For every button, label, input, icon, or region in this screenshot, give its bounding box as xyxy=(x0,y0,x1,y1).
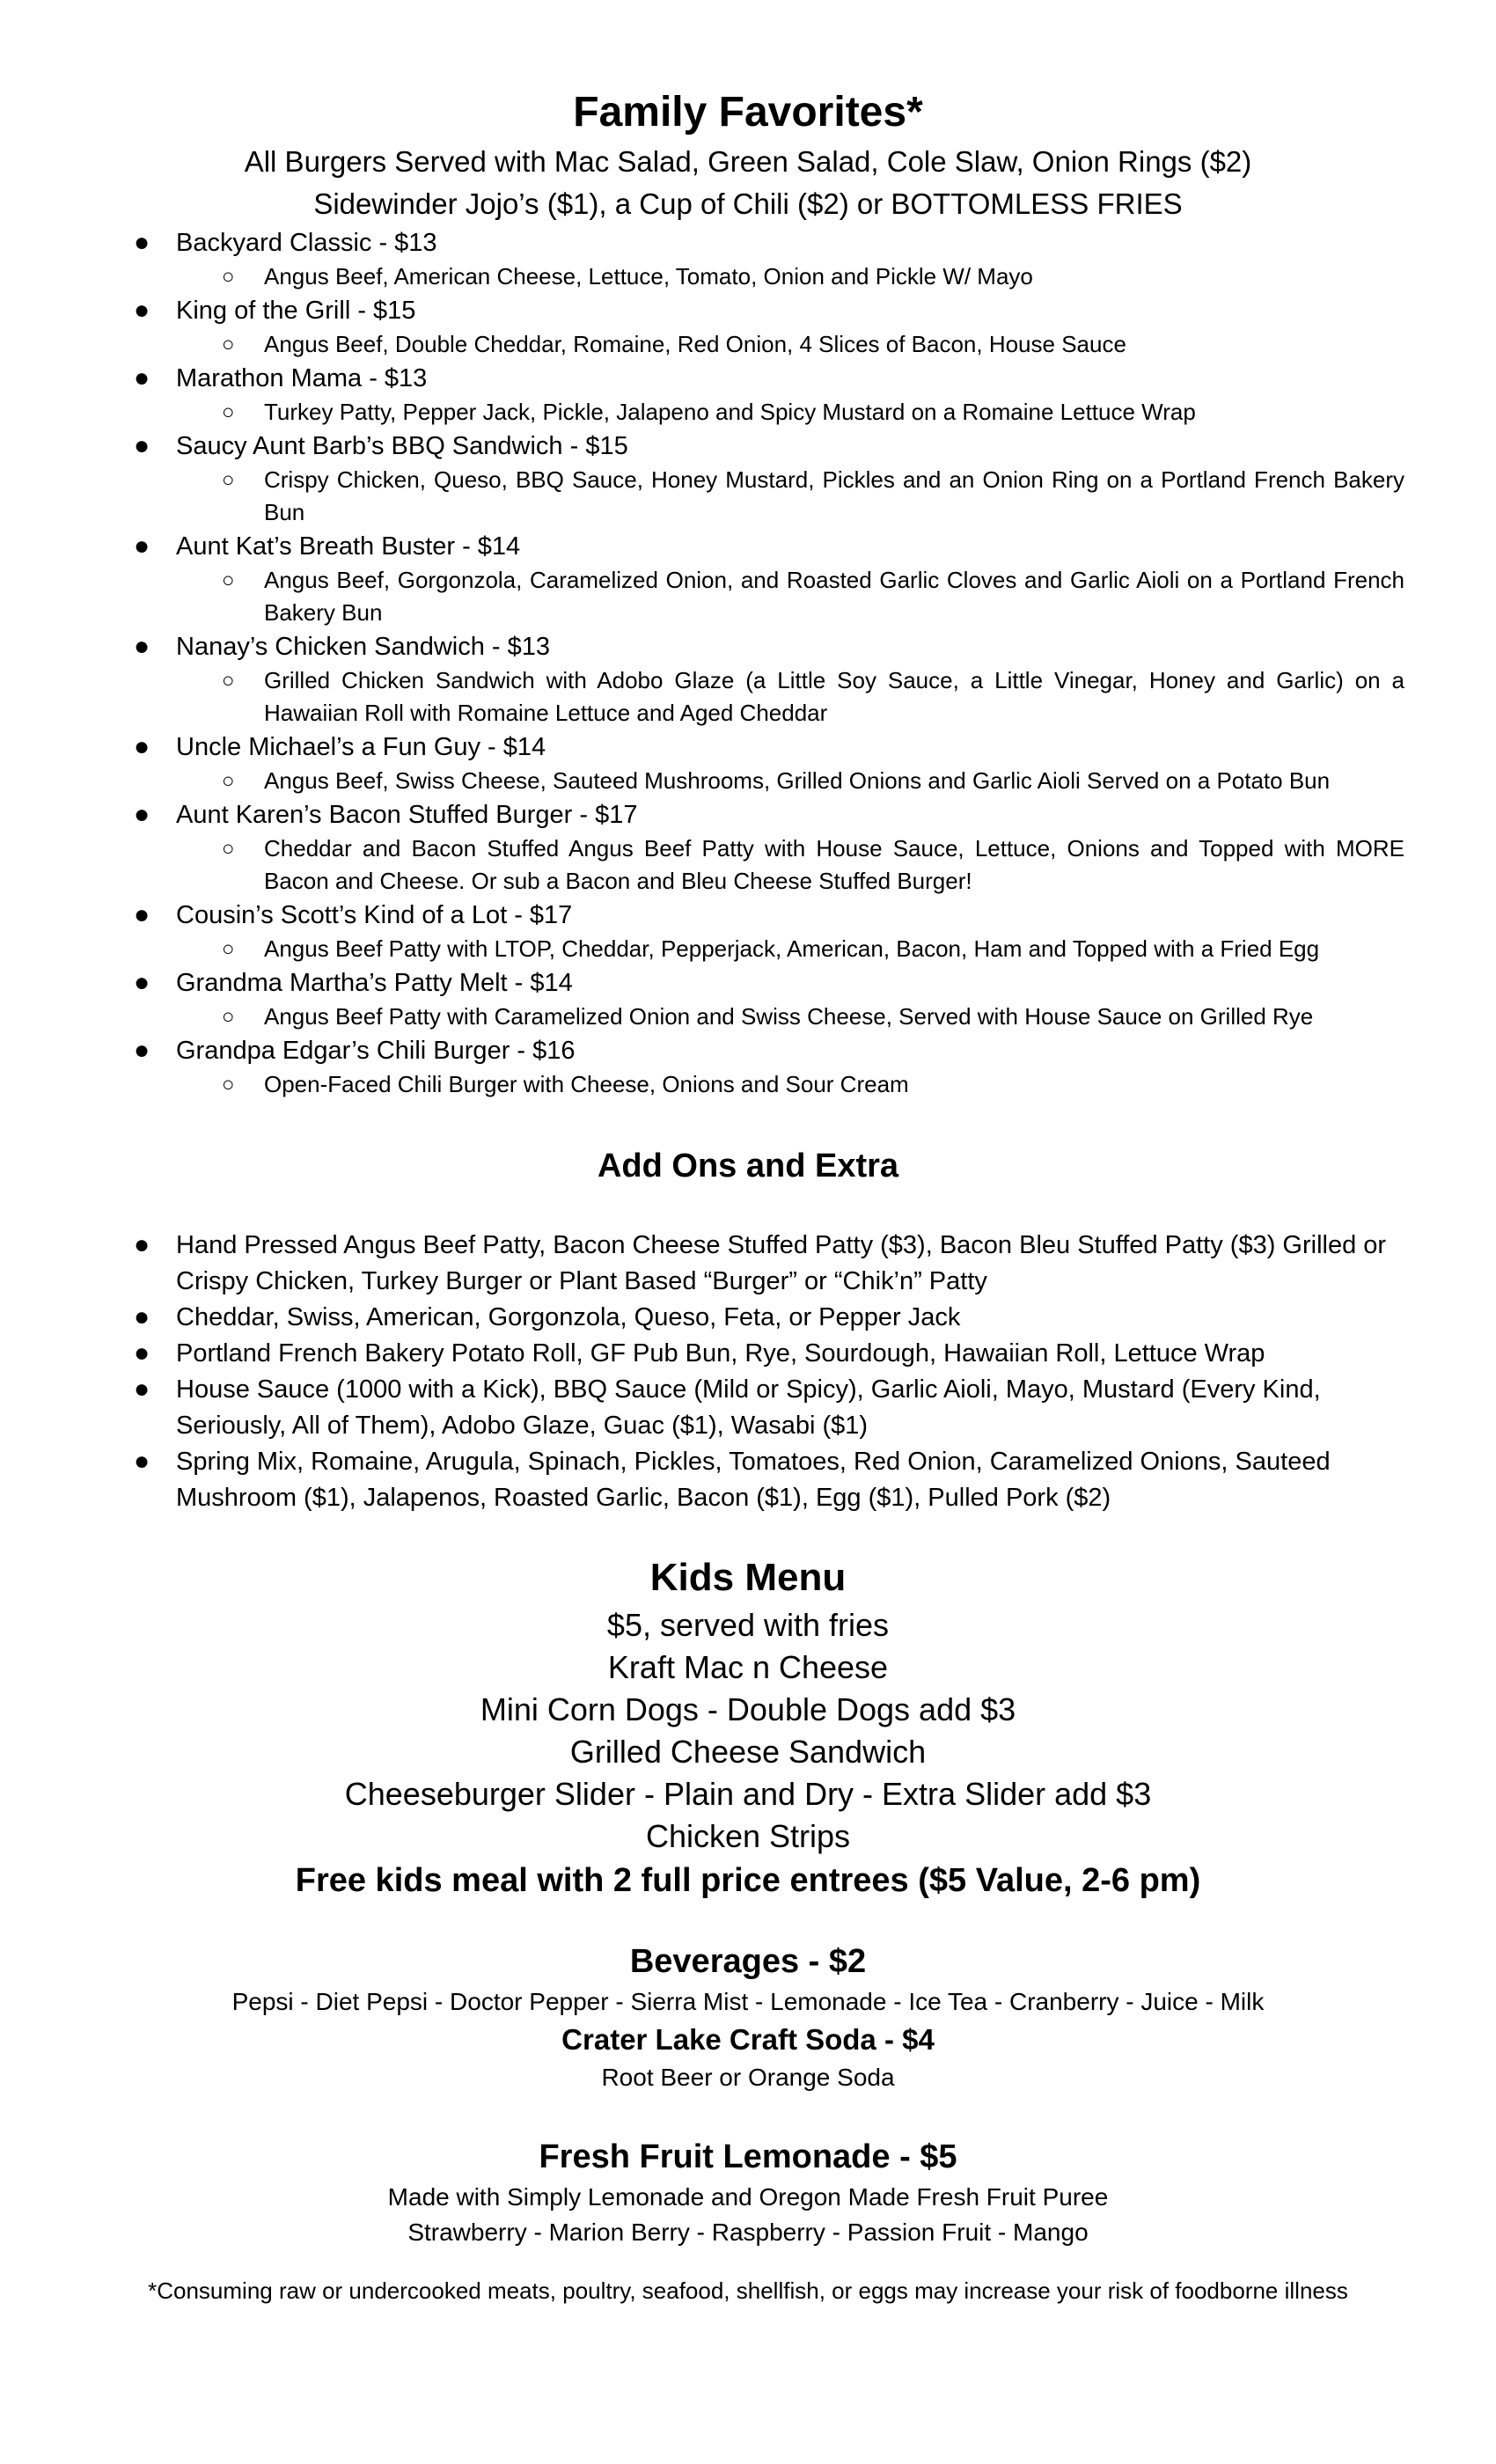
menu-item xyxy=(134,429,1404,529)
item-name: Backyard Classic - $13 xyxy=(176,229,437,257)
bullet-icon: ● xyxy=(134,1338,150,1368)
beverages-section xyxy=(0,1939,1496,2095)
bullet-icon: ● xyxy=(134,363,150,392)
lemonade-section xyxy=(0,2134,1496,2250)
item-description: ○ Angus Beef Patty with LTOP, Cheddar, Pepperjack, American, Bacon, Ham and Topped with a Fried Egg xyxy=(222,933,1404,965)
kids-line: $5, served with fries xyxy=(606,1607,890,1643)
circle-bullet-icon: ○ xyxy=(222,568,235,592)
menu-item xyxy=(134,225,1404,293)
item-name: King of the Grill - $15 xyxy=(176,297,416,325)
health-footnote: *Consuming raw or undercooked meats, poultry, seafood, shellfish, or eggs may increase your risk of foodborne illness xyxy=(148,2277,1348,2304)
bullet-icon: ● xyxy=(134,900,150,929)
beverages-title: Beverages - $2 xyxy=(629,1943,867,1980)
item-description: ○ Open-Faced Chili Burger with Cheese, Onions and Sour Cream xyxy=(222,1068,1404,1101)
bullet-icon: ● xyxy=(134,732,150,761)
item-name: Grandma Martha’s Patty Melt - $14 xyxy=(176,969,573,997)
item-name: Uncle Michael’s a Fun Guy - $14 xyxy=(176,733,546,761)
item-description: ○ Angus Beef, American Cheese, Lettuce, Tomato, Onion and Pickle W/ Mayo xyxy=(222,260,1404,293)
item-description: ○ Angus Beef, Double Cheddar, Romaine, Red Onion, 4 Slices of Bacon, House Sauce xyxy=(222,328,1404,361)
item-description: ○ Turkey Patty, Pepper Jack, Pickle, Jalapeno and Spicy Mustard on a Romaine Lettuce Wrap xyxy=(222,396,1404,429)
menu-item xyxy=(134,797,1404,898)
kids-line: Kraft Mac n Cheese xyxy=(607,1649,889,1685)
menu-item xyxy=(134,730,1404,797)
add-ons-title: Add Ons and Extra xyxy=(597,1148,899,1184)
bullet-icon: ● xyxy=(134,532,150,561)
item-description: ○ Angus Beef, Gorgonzola, Caramelized Onion, and Roasted Garlic Cloves and Garlic Aioli on a Portland French Bakery Bun xyxy=(222,564,1404,629)
circle-bullet-icon: ○ xyxy=(222,265,235,289)
kids-line: Mini Corn Dogs - Double Dogs add $3 xyxy=(480,1691,1016,1727)
bullet-icon: ● xyxy=(134,1230,150,1259)
kids-promo: Free kids meal with 2 full price entrees ($5 Value, 2-6 pm) xyxy=(295,1862,1201,1899)
menu-item xyxy=(134,1033,1404,1101)
family-subtitle-1: All Burgers Served with Mac Salad, Green Salad, Cole Slaw, Onion Rings ($2) xyxy=(244,145,1252,178)
craft-soda-title: Crater Lake Craft Soda - $4 xyxy=(561,2023,935,2056)
item-description: ○ Grilled Chicken Sandwich with Adobo Glaze (a Little Soy Sauce, a Little Vinegar, Honey and Garlic) on a Hawaiian Roll with Romaine Lettuce and Aged Cheddar xyxy=(222,664,1404,730)
circle-bullet-icon: ○ xyxy=(222,669,235,693)
list-item: ● Hand Pressed Angus Beef Patty, Bacon Cheese Stuffed Patty ($3), Bacon Bleu Stuffed Patty ($3) Grilled or Crispy Chicken, Turkey Burger or Plant Based “Burger” or “Chik’n” Patty xyxy=(134,1228,1404,1300)
item-name: Saucy Aunt Barb’s BBQ Sandwich - $15 xyxy=(176,432,628,460)
bullet-icon: ● xyxy=(134,968,150,997)
kids-menu-title: Kids Menu xyxy=(649,1556,847,1599)
kids-line: Cheeseburger Slider - Plain and Dry - Extra Slider add $3 xyxy=(344,1776,1152,1812)
circle-bullet-icon: ○ xyxy=(222,333,235,356)
bullet-icon: ● xyxy=(134,632,150,661)
list-item: ● Cheddar, Swiss, American, Gorgonzola, Queso, Feta, or Pepper Jack xyxy=(134,1300,1404,1336)
bullet-icon: ● xyxy=(134,228,150,257)
item-description: ○ Angus Beef Patty with Caramelized Onion and Swiss Cheese, Served with House Sauce on Grilled Rye xyxy=(222,1001,1404,1033)
add-ons-list xyxy=(0,1228,1496,1516)
bullet-icon: ● xyxy=(134,296,150,325)
family-favorites-section xyxy=(0,84,1496,1101)
item-name: Marathon Mama - $13 xyxy=(176,364,428,392)
menu-item xyxy=(134,629,1404,730)
bullet-icon: ● xyxy=(134,431,150,460)
circle-bullet-icon: ○ xyxy=(222,400,235,424)
menu-item xyxy=(134,898,1404,965)
list-item: ● Portland French Bakery Potato Roll, GF Pub Bun, Rye, Sourdough, Hawaiian Roll, Lettuce Wrap xyxy=(134,1336,1404,1372)
add-ons-section xyxy=(0,1140,1496,1516)
item-description: ○ Angus Beef, Swiss Cheese, Sauteed Mushrooms, Grilled Onions and Garlic Aioli Served on a Potato Bun xyxy=(222,765,1404,797)
kids-line: Grilled Cheese Sandwich xyxy=(569,1734,927,1770)
item-name: Aunt Kat’s Breath Buster - $14 xyxy=(176,532,521,561)
circle-bullet-icon: ○ xyxy=(222,769,235,793)
kids-menu-section xyxy=(0,1551,1496,1903)
bullet-icon: ● xyxy=(134,1447,150,1476)
kids-line: Chicken Strips xyxy=(645,1818,851,1854)
list-item: ● House Sauce (1000 with a Kick), BBQ Sauce (Mild or Spicy), Garlic Aioli, Mayo, Mustard (Every Kind, Seriously, All of Them), Adobo Glaze, Guac ($1), Wasabi ($1) xyxy=(134,1372,1404,1444)
circle-bullet-icon: ○ xyxy=(222,837,235,861)
lemonade-flavors: Strawberry - Marion Berry - Raspberry - Passion Fruit - Mango xyxy=(407,2218,1089,2246)
craft-soda-list: Root Beer or Orange Soda xyxy=(601,2064,895,2091)
item-name: Grandpa Edgar’s Chili Burger - $16 xyxy=(176,1037,576,1065)
circle-bullet-icon: ○ xyxy=(222,468,235,492)
bullet-icon: ● xyxy=(134,1302,150,1331)
item-name: Nanay’s Chicken Sandwich - $13 xyxy=(176,633,551,661)
item-name: Cousin’s Scott’s Kind of a Lot - $17 xyxy=(176,901,573,929)
list-item: ● Spring Mix, Romaine, Arugula, Spinach, Pickles, Tomatoes, Red Onion, Caramelized Onions, Sauteed Mushroom ($1), Jalapenos, Roasted Garlic, Bacon ($1), Egg ($1), Pulled Pork ($2) xyxy=(134,1444,1404,1516)
item-name: Aunt Karen’s Bacon Stuffed Burger - $17 xyxy=(176,801,638,829)
bullet-icon: ● xyxy=(134,1375,150,1404)
lemonade-title: Fresh Fruit Lemonade - $5 xyxy=(539,2138,957,2175)
item-description: ○ Crispy Chicken, Queso, BBQ Sauce, Honey Mustard, Pickles and an Onion Ring on a Portland French Bakery Bun xyxy=(222,464,1404,529)
menu-item xyxy=(134,361,1404,429)
menu-item xyxy=(134,965,1404,1033)
circle-bullet-icon: ○ xyxy=(222,937,235,961)
family-favorites-title: Family Favorites* xyxy=(573,89,923,136)
family-subtitle-2: Sidewinder Jojo’s ($1), a Cup of Chili ($2) or BOTTOMLESS FRIES xyxy=(313,187,1183,220)
beverages-list: Pepsi - Diet Pepsi - Doctor Pepper - Sierra Mist - Lemonade - Ice Tea - Cranberry - Juice - Milk xyxy=(231,1988,1265,2015)
menu-item xyxy=(134,529,1404,629)
bullet-icon: ● xyxy=(134,1036,150,1065)
menu-item xyxy=(134,293,1404,361)
circle-bullet-icon: ○ xyxy=(222,1005,235,1029)
lemonade-description: Made with Simply Lemonade and Oregon Made Fresh Fruit Puree xyxy=(387,2183,1109,2211)
item-description: ○ Cheddar and Bacon Stuffed Angus Beef Patty with House Sauce, Lettuce, Onions and Topped with MORE Bacon and Cheese. Or sub a Bacon and Bleu Cheese Stuffed Burger! xyxy=(222,832,1404,898)
burger-list xyxy=(0,225,1496,1101)
circle-bullet-icon: ○ xyxy=(222,1073,235,1096)
bullet-icon: ● xyxy=(134,800,150,829)
